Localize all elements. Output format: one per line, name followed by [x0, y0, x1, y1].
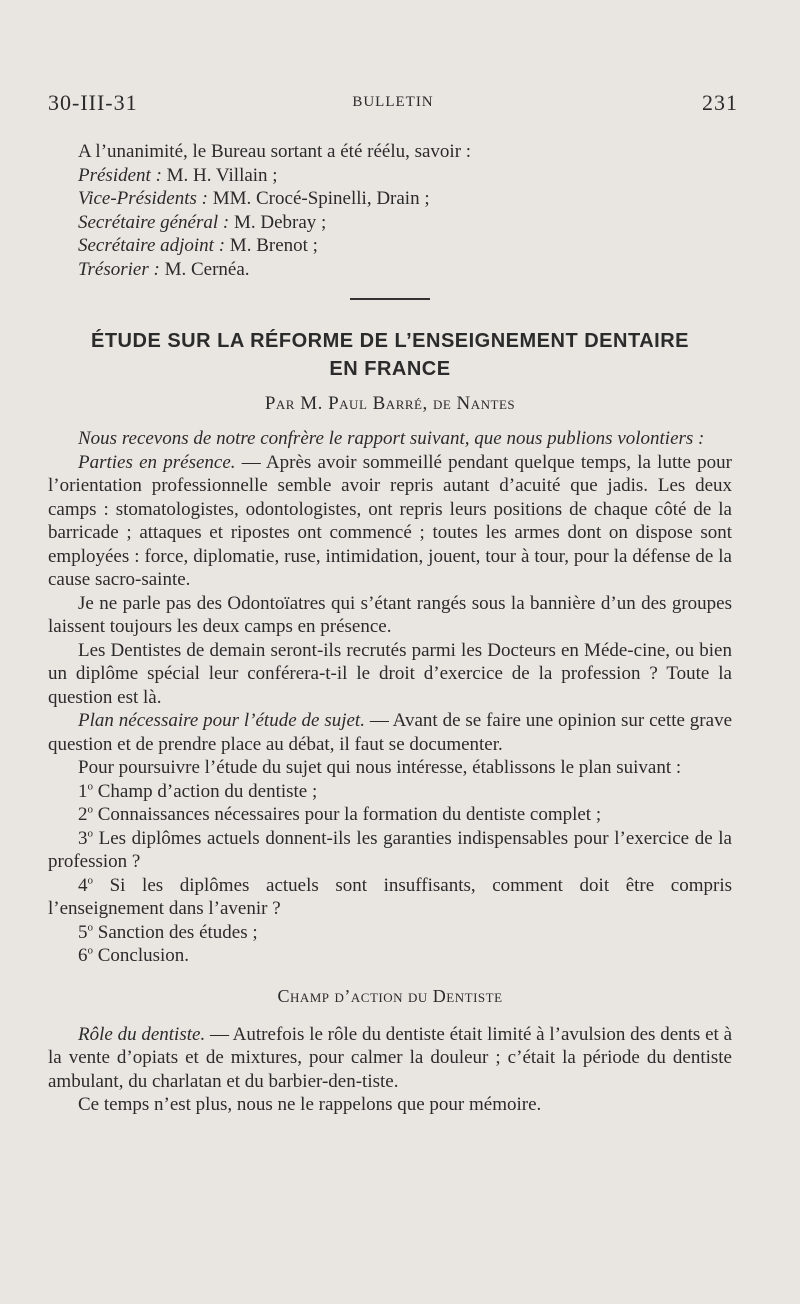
member-name: M. Brenot ;	[225, 235, 318, 256]
plan-item	[48, 874, 732, 921]
plan-item	[48, 921, 732, 945]
plan-number: 2	[78, 804, 88, 825]
running-header	[48, 90, 738, 120]
paragraph-memory: Ce temps n’est plus, nous ne le rappelons que pour mémoire.	[78, 1094, 542, 1115]
page-content	[48, 140, 732, 1117]
ordinal-mark: o	[87, 921, 93, 934]
paragraph-text: — Avant de se faire une opinion sur cette grave question et de prendre place au débat, il faut se documenter.	[48, 710, 733, 755]
member-role: Président :	[78, 164, 162, 186]
bureau-member	[48, 211, 732, 235]
editor-intro: Nous recevons de notre confrère le rapport suivant, que nous publions volontiers :	[78, 428, 705, 449]
paragraph-lead: Rôle du dentiste.	[78, 1023, 206, 1045]
plan-number: 4	[78, 874, 88, 896]
paragraph-role	[48, 1023, 732, 1094]
member-role: Trésorier :	[78, 258, 160, 280]
plan-item	[48, 944, 732, 968]
member-role: Secrétaire général :	[78, 211, 230, 233]
member-name: M. H. Villain ;	[161, 164, 278, 186]
plan-text: Conclusion.	[93, 945, 190, 966]
paragraph-text: — Après avoir sommeillé pendant quelque temps, la lutte pour l’orientation professionnelle semble avoir repris autant d’acuité que jadis. Les deux camps : stomatologistes, odontologistes, ont repris leurs positions de chaque côté de la barricade ; attaques et ripostes ont commencé ; toutes les armes dont on dispose sont employées : force, diplomatie, ruse, intimidation, jouent, tour à tour, pour la défense de la cause sacro-sainte.	[48, 451, 732, 590]
paragraph-lead: Plan nécessaire pour l’étude de sujet.	[78, 710, 365, 731]
paragraph-plan-intro: Pour poursuivre l’étude du sujet qui nous intéresse, établissons le plan suivant :	[78, 757, 682, 778]
plan-item	[48, 827, 732, 874]
section-divider	[350, 298, 430, 300]
paragraph-plan	[48, 709, 732, 756]
issue-date: 30-III-31	[48, 90, 138, 115]
ordinal-mark: o	[87, 780, 93, 793]
plan-text: Sanction des études ;	[93, 921, 258, 943]
section-heading: Champ d’action du Dentiste	[277, 985, 503, 1006]
paragraph-text: — Autrefois le rôle du dentiste était limité à l’avulsion des dents et à la vente d’opiats et de mixtures, pour calmer la douleur ; c’était la période du dentiste ambulant, du charlatan et du barbier-den-tiste.	[48, 1023, 732, 1092]
journal-title: BULLETIN	[352, 94, 434, 110]
article-title-line-1: ÉTUDE SUR LA RÉFORME DE L’ENSEIGNEMENT DENTAIRE	[91, 330, 689, 352]
bureau-intro: A l’unanimité, le Bureau sortant a été réélu, savoir :	[78, 141, 472, 162]
article-author: Par M. Paul Barré, de Nantes	[264, 393, 516, 414]
ordinal-mark: o	[87, 803, 93, 816]
plan-text: Si les diplômes actuels sont insuffisants, comment doit être compris l’enseignement dans l’avenir ?	[48, 874, 732, 919]
member-name: MM. Crocé-Spinelli, Drain ;	[207, 188, 430, 209]
plan-item	[48, 780, 732, 804]
bureau-member	[48, 234, 732, 258]
bureau-member	[48, 187, 732, 211]
article-title	[48, 327, 732, 383]
ordinal-mark: o	[87, 827, 93, 840]
paragraph-question: Les Dentistes de demain seront-ils recrutés parmi les Docteurs en Méde-cine, ou bien un diplôme spécial leur conférera-t-il le droit d’exercice de la profession ? Toute la question est là.	[48, 639, 732, 708]
member-name: M. Debray ;	[229, 211, 327, 233]
plan-number: 5	[78, 921, 88, 943]
member-name: M. Cernéa.	[159, 258, 250, 280]
plan-text: Les diplômes actuels donnent-ils les garanties indispensables pour l’exercice de la profession ?	[48, 827, 732, 872]
article-title-line-2: EN FRANCE	[329, 358, 451, 380]
plan-text: Champ d’action du dentiste ;	[93, 780, 318, 802]
plan-number: 3	[78, 827, 88, 849]
plan-text: Connaissances nécessaires pour la formation du dentiste complet ;	[93, 804, 602, 825]
ordinal-mark: o	[87, 874, 93, 887]
plan-number: 1	[78, 780, 88, 802]
bureau-member	[48, 164, 732, 188]
plan-number: 6	[78, 945, 88, 966]
member-role: Vice-Présidents :	[78, 188, 208, 209]
ordinal-mark: o	[87, 944, 93, 957]
paragraph-lead: Parties en présence.	[78, 451, 236, 473]
plan-item	[48, 803, 732, 827]
paragraph-parties	[48, 451, 732, 592]
bureau-list	[48, 164, 732, 282]
paragraph-odontoiatres: Je ne parle pas des Odontoïatres qui s’étant rangés sous la bannière d’un des groupes laissent toujours les deux camps en présence.	[48, 592, 732, 637]
page-number: 231	[702, 90, 738, 115]
bureau-member	[48, 258, 732, 282]
member-role: Secrétaire adjoint :	[78, 235, 226, 256]
plan-list	[48, 780, 732, 968]
